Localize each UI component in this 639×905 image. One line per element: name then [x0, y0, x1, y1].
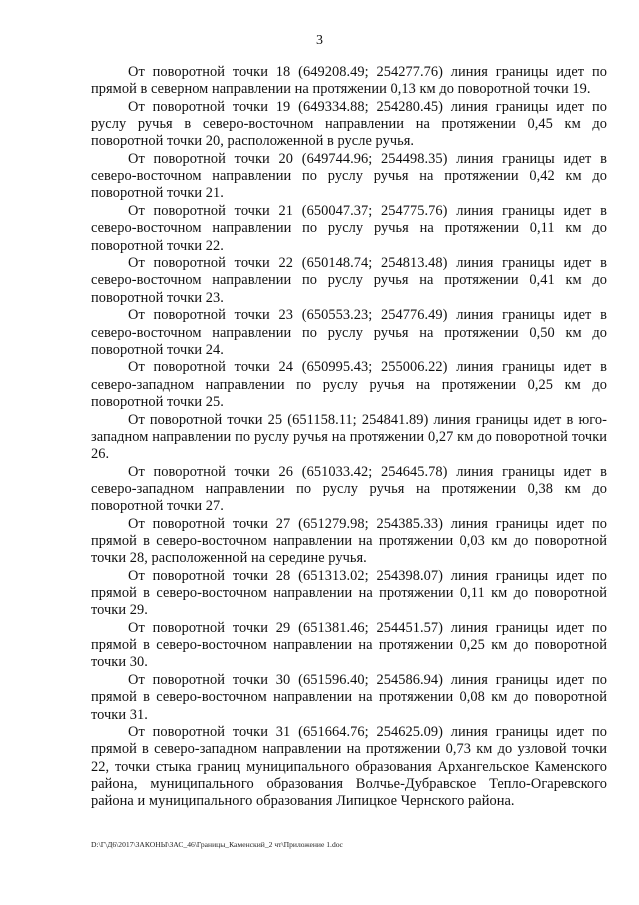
paragraph-point-24: От поворотной точки 24 (650995.43; 255006.22) линия границы идет в северо-западном направлении по руслу ручья на протяжении 0,25 км до поворотной точки 25. [91, 359, 607, 410]
paragraph-point-29: От поворотной точки 29 (651381.46; 254451.57) линия границы идет по прямой в северо-восточном направлении на протяжении 0,25 км до поворотной точки 30. [91, 620, 607, 671]
paragraph-point-25: От поворотной точки 25 (651158.11; 254841.89) линия границы идет в юго-западном направлении по руслу ручья на протяжении 0,27 км до поворотной точки 26. [91, 411, 607, 462]
paragraph-point-21: От поворотной точки 21 (650047.37; 254775.76) линия границы идет в северо-восточном направлении по руслу ручья на протяжении 0,11 км до поворотной точки 22. [91, 203, 607, 254]
paragraph-point-23: От поворотной точки 23 (650553.23; 254776.49) линия границы идет в северо-восточном направлении по руслу ручья на протяжении 0,50 км до поворотной точки 24. [91, 307, 607, 358]
paragraph-point-31: От поворотной точки 31 (651664.76; 254625.09) линия границы идет по прямой в северо-западном направлении на протяжении 0,73 км до узловой точки 22, точки стыка границ муниципального образования Архангельское Каменского района, муниципального образования Волчье-Дубравское Тепло-Огаревского района и муниципального образования Липицкое Чернского района. [91, 724, 607, 810]
paragraph-point-28: От поворотной точки 28 (651313.02; 254398.07) линия границы идет по прямой в северо-восточном направлении на протяжении 0,11 км до поворотной точки 29. [91, 567, 607, 619]
document-body [91, 64, 607, 811]
paragraph-point-27: От поворотной точки 27 (651279.98; 254385.33) линия границы идет по прямой в северо-восточном направлении на протяжении 0,03 км до поворотной точки 28, расположенной на середине ручья. [91, 515, 607, 567]
paragraph-point-19: От поворотной точки 19 (649334.88; 254280.45) линия границы идет по руслу ручья в северо-восточном направлении на протяжении 0,45 км до поворотной точки 20, расположенной в русле ручья. [91, 98, 607, 150]
paragraph-point-18: От поворотной точки 18 (649208.49; 254277.76) линия границы идет по прямой в северном направлении на протяжении 0,13 км до поворотной точки 19. [91, 64, 607, 98]
paragraph-point-22: От поворотной точки 22 (650148.74; 254813.48) линия границы идет в северо-восточном направлении по руслу ручья на протяжении 0,41 км до поворотной точки 23. [91, 255, 607, 306]
paragraph-point-20: От поворотной точки 20 (649744.96; 254498.35) линия границы идет в северо-восточном направлении по руслу ручья на протяжении 0,42 км до поворотной точки 21. [91, 151, 607, 202]
paragraph-point-30: От поворотной точки 30 (651596.40; 254586.94) линия границы идет по прямой в северо-восточном направлении на протяжении 0,08 км до поворотной точки 31. [91, 672, 607, 723]
paragraph-point-26: От поворотной точки 26 (651033.42; 254645.78) линия границы идет в северо-западном направлении по руслу ручья на протяжении 0,38 км до поворотной точки 27. [91, 463, 607, 515]
page-number: 3 [316, 33, 323, 48]
file-path-footer: D:\Г\Д6\2017\ЗАКОНЫ\ЗАС_46\Границы_Каменский_2 чт\Приложение 1.doc [91, 840, 343, 849]
